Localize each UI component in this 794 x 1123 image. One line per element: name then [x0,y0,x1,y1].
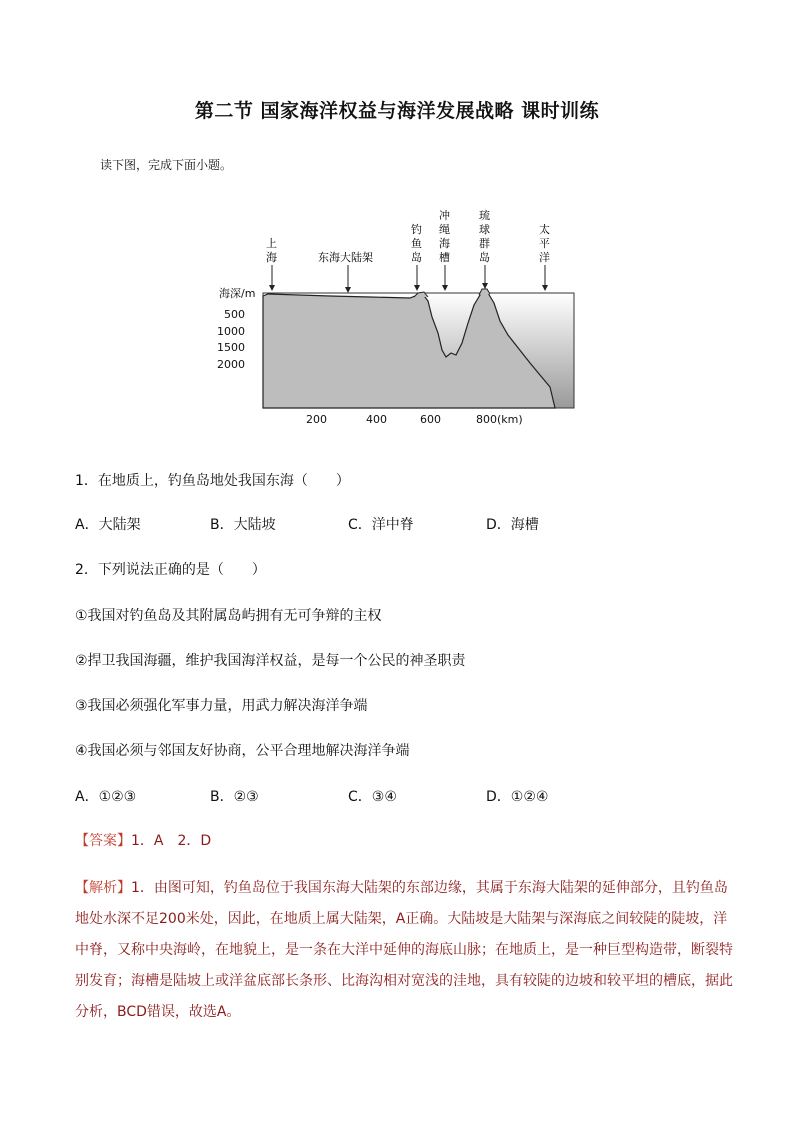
svg-text:上: 上 [266,237,277,250]
q1-option-b: B．大陆坡 [210,517,276,533]
intro-text: 读下图，完成下面小题。 [100,158,233,172]
q1-option-c: C．洋中脊 [348,517,414,533]
answer-tag: 【答案】 [75,833,131,849]
q2-statement-2: ②捍卫我国海疆，维护我国海洋权益，是每一个公民的神圣职责 [75,653,466,669]
distance-tick: 800(km) [476,413,523,426]
question-1-stem: 1．在地质上，钓鱼岛地处我国东海（ ） [75,473,350,489]
q2-option-a: A．①②③ [75,789,137,805]
depth-tick: 1000 [217,325,245,338]
analysis-block [75,873,735,1028]
depth-tick: 2000 [217,358,245,371]
label-east-china-sea-shelf [318,250,373,293]
svg-text:群: 群 [479,237,490,250]
label-okinawa-trough [439,208,450,291]
label-pacific-ocean [539,222,550,291]
svg-text:东海大陆架: 东海大陆架 [318,251,373,264]
svg-text:岛: 岛 [411,251,422,264]
label-diaoyu-island [411,222,422,291]
q2-statement-1: ①我国对钓鱼岛及其附属岛屿拥有无可争辩的主权 [75,608,382,624]
q2-option-d: D．①②④ [486,789,549,805]
q1-option-a: A．大陆架 [75,517,141,533]
svg-text:琉: 琉 [479,209,490,222]
label-shanghai [266,236,277,291]
label-ryukyu-islands [479,208,490,289]
question-2-stem: 2．下列说法正确的是（ ） [75,562,266,578]
analysis-tag: 【解析】 [75,880,131,896]
analysis-text: 1．由图可知，钓鱼岛位于我国东海大陆架的东部边缘，其属于东海大陆架的延伸部分，且钓鱼岛地处水深不足200米处，因此，在地质上属大陆架，A正确。大陆坡是大陆架与深海底之间较陡的陡坡，洋中脊，又称中央海岭，在地貌上，是一条在大洋中延伸的海底山脉；在地质上，是一种巨型构造带，断裂特别发育；海槽是陆坡上或洋盆底部长条形、比海沟相对宽浅的洼地，具有较陡的边坡和较平坦的槽底，据此分析，BCD错误，故选A。 [75,880,733,1020]
distance-tick: 600 [420,413,441,426]
q2-statement-4: ④我国必须与邻国友好协商，公平合理地解决海洋争端 [75,743,410,759]
depth-axis-label: 海深/m [219,287,256,300]
depth-tick: 1500 [217,341,245,354]
svg-text:绳: 绳 [439,223,450,236]
ryukyu-island-shape [479,289,490,295]
svg-text:太: 太 [539,223,550,236]
q2-statement-3: ③我国必须强化军事力量，用武力解决海洋争端 [75,698,368,714]
answer-block [75,830,211,850]
svg-text:海: 海 [266,251,277,264]
q2-option-b: B．②③ [210,789,259,805]
svg-text:岛: 岛 [479,251,490,264]
q1-option-d: D．海槽 [486,517,539,533]
page-title: 第二节 国家海洋权益与海洋发展战略 课时训练 [194,100,600,122]
svg-text:槽: 槽 [439,251,450,264]
svg-text:鱼: 鱼 [411,237,422,250]
distance-tick: 200 [306,413,327,426]
svg-text:平: 平 [539,237,550,250]
svg-text:钓: 钓 [411,223,422,236]
q2-option-c: C．③④ [348,789,397,805]
answer-text: 1．A 2．D [131,833,212,849]
distance-tick: 400 [366,413,387,426]
svg-text:冲: 冲 [439,209,450,222]
depth-tick: 500 [224,308,245,321]
cross-section-figure [210,205,590,435]
svg-text:球: 球 [479,223,490,236]
svg-text:海: 海 [439,237,450,250]
svg-text:洋: 洋 [539,251,550,264]
